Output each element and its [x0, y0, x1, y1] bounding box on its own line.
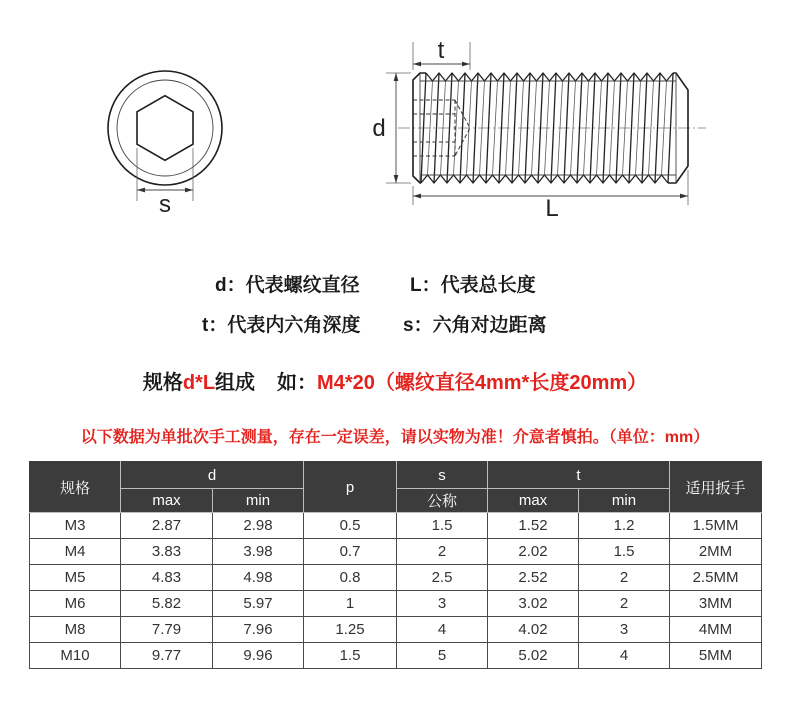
- technical-drawing: [0, 0, 790, 240]
- t-label: t: [437, 37, 445, 64]
- cell-t-max: 2.02: [488, 539, 579, 565]
- cell-s-nominal: 3: [397, 591, 488, 617]
- cell-spec: M4: [30, 539, 121, 565]
- cell-t-min: 1.5: [579, 539, 670, 565]
- cell-t-min: 2: [579, 591, 670, 617]
- thread-profile-top: [426, 73, 673, 81]
- table-row: [30, 591, 762, 617]
- cell-spec: M8: [30, 617, 121, 643]
- cell-s-nominal: 1.5: [397, 513, 488, 539]
- table-row: [30, 565, 762, 591]
- cell-t-max: 3.02: [488, 591, 579, 617]
- cell-d-max: 7.79: [121, 617, 213, 643]
- thread-crest-line: [512, 73, 517, 183]
- cell-t-max: 1.52: [488, 513, 579, 539]
- end-view: [108, 71, 222, 218]
- header-s-nominal: 公称: [397, 489, 488, 513]
- cell-pitch: 0.7: [304, 539, 397, 565]
- header-spec: 规格: [30, 462, 121, 513]
- cell-pitch: 1.5: [304, 643, 397, 669]
- cell-t-max: 4.02: [488, 617, 579, 643]
- cell-d-max: 5.82: [121, 591, 213, 617]
- cell-wrench: 4MM: [670, 617, 762, 643]
- cell-s-nominal: 5: [397, 643, 488, 669]
- legend-t: t：代表内六角深度: [202, 315, 361, 336]
- cell-t-min: 4: [579, 643, 670, 669]
- header-t: t: [488, 462, 670, 489]
- end-view-chamfer-circle: [117, 80, 213, 176]
- cell-spec: M3: [30, 513, 121, 539]
- spec-example-line: [0, 370, 790, 396]
- legend-s: s：六角对边距离: [403, 315, 547, 336]
- spec-example-label: 如：: [277, 372, 318, 394]
- cell-d-min: 9.96: [213, 643, 304, 669]
- legend-d: d：代表螺纹直径: [215, 275, 360, 296]
- spec-prefix: 规格: [142, 372, 183, 394]
- d-label: d: [372, 115, 386, 142]
- cell-s-nominal: 2.5: [397, 565, 488, 591]
- header-t-max: max: [488, 489, 579, 513]
- cell-t-min: 3: [579, 617, 670, 643]
- cell-d-max: 3.83: [121, 539, 213, 565]
- table-body: [30, 513, 762, 669]
- header-d: d: [121, 462, 304, 489]
- cell-d-min: 3.98: [213, 539, 304, 565]
- table-row: [30, 539, 762, 565]
- table-row: [30, 617, 762, 643]
- cell-wrench: 2.5MM: [670, 565, 762, 591]
- header-d-max: max: [121, 489, 213, 513]
- cell-s-nominal: 2: [397, 539, 488, 565]
- table-header: [30, 462, 762, 513]
- spec-example-value: M4*20（螺纹直径4mm*长度20mm）: [317, 372, 648, 394]
- cell-wrench: 3MM: [670, 591, 762, 617]
- header-s: s: [397, 462, 488, 489]
- cell-t-max: 2.52: [488, 565, 579, 591]
- header-wrench: 适用扳手: [670, 462, 762, 513]
- cell-d-min: 2.98: [213, 513, 304, 539]
- header-row-top: [30, 462, 762, 489]
- cell-d-min: 4.98: [213, 565, 304, 591]
- side-view: [372, 37, 706, 222]
- spec-middle: 组成: [215, 372, 256, 394]
- cell-d-max: 9.77: [121, 643, 213, 669]
- L-label: L: [545, 195, 559, 222]
- cell-spec: M5: [30, 565, 121, 591]
- cell-wrench: 5MM: [670, 643, 762, 669]
- cell-wrench: 2MM: [670, 539, 762, 565]
- cell-d-min: 5.97: [213, 591, 304, 617]
- cell-spec: M6: [30, 591, 121, 617]
- legend-L: L：代表总长度: [410, 275, 536, 296]
- measurement-disclaimer: 以下数据为单批次手工测量，存在一定误差，请以实物为准！介意者慎拍。（单位：mm）: [80, 429, 710, 446]
- header-d-min: min: [213, 489, 304, 513]
- s-label: s: [159, 191, 171, 218]
- cell-t-min: 1.2: [579, 513, 670, 539]
- cell-pitch: 1: [304, 591, 397, 617]
- header-t-min: min: [579, 489, 670, 513]
- cell-s-nominal: 4: [397, 617, 488, 643]
- cell-spec: M10: [30, 643, 121, 669]
- cell-pitch: 1.25: [304, 617, 397, 643]
- table-row: [30, 513, 762, 539]
- cell-d-max: 4.83: [121, 565, 213, 591]
- hex-socket-icon: [137, 96, 193, 161]
- spec-formula: d*L: [182, 372, 216, 394]
- cell-pitch: 0.5: [304, 513, 397, 539]
- end-view-outer-circle: [108, 71, 222, 185]
- header-pitch: p: [304, 462, 397, 513]
- thread-root-line: [532, 81, 537, 175]
- thread-crest-line: [551, 73, 556, 183]
- cell-t-min: 2: [579, 565, 670, 591]
- cell-pitch: 0.8: [304, 565, 397, 591]
- cell-wrench: 1.5MM: [670, 513, 762, 539]
- table-row: [30, 643, 762, 669]
- thread-profile-bottom: [421, 175, 668, 183]
- cell-d-max: 2.87: [121, 513, 213, 539]
- spec-table: [29, 461, 762, 669]
- cell-t-max: 5.02: [488, 643, 579, 669]
- cell-d-min: 7.96: [213, 617, 304, 643]
